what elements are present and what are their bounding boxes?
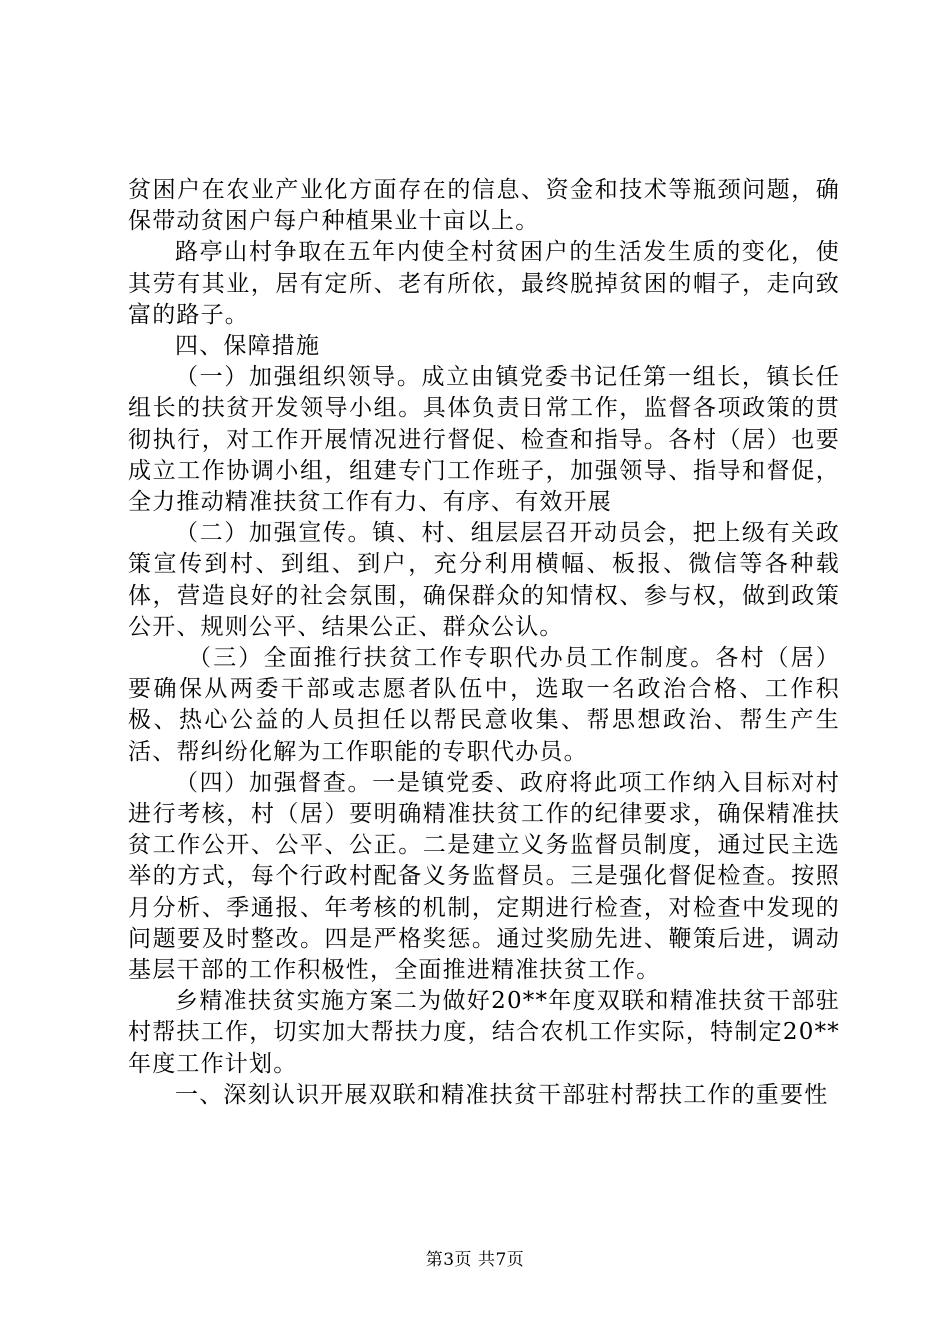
paragraph-supervision: （四）加强督查。一是镇党委、政府将此项工作纳入目标对村进行考核，村（居）要明确精准扶贫工作的纪律要求，确保精准扶贫工作公开、公平、公正。二是建立义务监督员制度，通过民主选举的方式，每个行政村配备义务监督员。三是强化督促检查。按照月分析、季通报、年考核的机制，定期进行检查，对检查中发现的问题要及时整改。四是严格奖惩。通过奖励先进、鞭策后进，调动基层干部的工作积极性，全面推进精准扶贫工作。 (128, 769, 840, 984)
paragraph-organization-leadership: （一）加强组织领导。成立由镇党委书记任第一组长，镇长任组长的扶贫开发领导小组。具体负责日常工作，监督各项政策的贯彻执行，对工作开展情况进行督促、检查和指导。各村（居）也要成立工作协调小组，组建专门工作班子，加强领导、指导和督促，全力推动精准扶贫工作有力、有序、有效开展 (128, 364, 840, 516)
paragraph-plan-two-intro: 乡精准扶贫实施方案二为做好20**年度双联和精准扶贫干部驻村帮扶工作，切实加大帮扶力度，结合农机工作实际，特制定20**年度工作计划。 (128, 988, 840, 1077)
page-number-footer: 第3页 共7页 (425, 1250, 525, 1270)
section-heading-safeguards: 四、保障措施 (175, 333, 321, 360)
paragraph-continuation: 贫困户在农业产业化方面存在的信息、资金和技术等瓶颈问题，确保带动贫困户每户种植果业十亩以上。 (128, 177, 840, 235)
document-body (128, 175, 840, 1111)
paragraph-goal: 路亭山村争取在五年内使全村贫困户的生活发生质的变化，使其劳有其业，居有定所、老有所依，最终脱掉贫困的帽子，走向致富的路子。 (128, 239, 840, 328)
paragraph-agent-system: （三）全面推行扶贫工作专职代办员工作制度。各村（居）要确保从两委干部或志愿者队伍中，选取一名政治合格、工作积极、热心公益的人员担任以帮民意收集、帮思想政治、帮生产生活、帮纠纷化解为工作职能的专职代办员。 (128, 645, 840, 765)
paragraph-publicity: （二）加强宣传。镇、村、组层层召开动员会，把上级有关政策宣传到村、到组、到户，充分利用横幅、板报、微信等各种载体，营造良好的社会氛围，确保群众的知情权、参与权，做到政策公开、规则公平、结果公正、群众公认。 (128, 520, 840, 640)
section-heading-importance: 一、深刻认识开展双联和精准扶贫干部驻村帮扶工作的重要性 (175, 1081, 829, 1108)
